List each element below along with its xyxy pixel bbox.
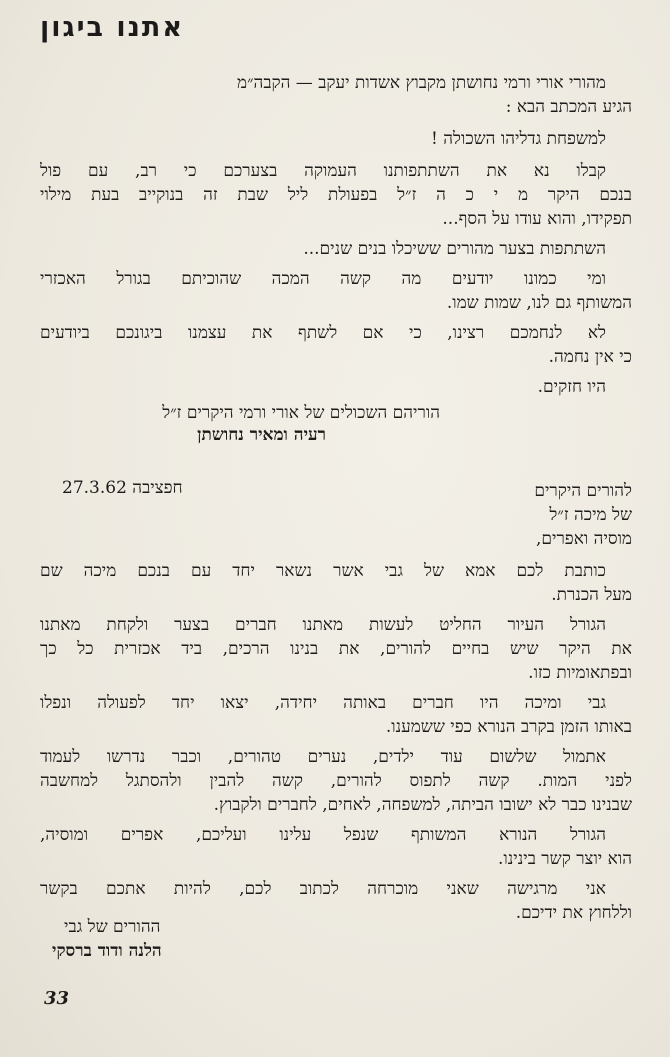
paragraph-line: באותו הזמן בקרב הנורא כפי ששמענו.: [385, 717, 632, 737]
paragraph-line: וללחוץ את ידיכם.: [515, 903, 632, 923]
letter-date: חפציבה 27.3.62: [62, 478, 183, 498]
page-heading: אתנו ביגון: [40, 12, 185, 43]
address-line-1: להורים היקרים: [534, 481, 632, 501]
paragraph-line: תפקידו, והוא עודו על הסף...: [442, 209, 632, 229]
intro-line-2: הגיע המכתב הבא :: [505, 97, 632, 117]
paragraph-line: הגורל העיור החליט לעשות מאתנו חברים בצער ולקחת מאתנו: [40, 615, 606, 635]
signature-line: ההורים של גבי: [64, 917, 161, 937]
paragraph-line: כי אין נחמה.: [548, 347, 632, 367]
paragraph-line: גבי ומיכה היו חברים באותה יחידה, יצאו יחד לפעולה ונפלו: [40, 693, 606, 713]
paragraph-line: שבנינו כבר לא ישובו הביתה, למשפחה, לאחים, לחברים ולקבוץ.: [213, 795, 632, 815]
paragraph-line: הוא יוצר קשר בינינו.: [497, 849, 632, 869]
salutation: למשפחת גדליהו השכולה !: [431, 129, 606, 149]
address-line-2: של מיכה ז״ל: [549, 505, 632, 525]
signature-names: רעיה ומאיר נחושתן: [197, 425, 326, 445]
paragraph-line: המשותף גם לנו, שמות שמו.: [446, 293, 632, 313]
paragraph-line: כותבת לכם אמא של גבי אשר נשאר יחד עם בנכם מיכה שם: [40, 561, 606, 581]
intro-line-1: מהורי אורי ורמי נחושתן מקבוץ אשדות יעקב — הקבה״מ: [237, 73, 606, 93]
paragraph-line: אני מרגישה שאני מוכרחה לכתוב לכם, להיות אתכם בקשר: [40, 879, 606, 899]
paragraph-line: בנכם היקר מ י כ ה ז״ל בפעולת ליל שבת זה בנוקייב בעת מילוי: [40, 185, 632, 205]
paragraph-line: אתמול שלשום עוד ילדים, נערים טהורים, וכבר נדרשו לעמוד: [40, 747, 606, 767]
paragraph-line: לפני המות. קשה לתפוס להורים, קשה להבין ולהסתגל למחשבה: [40, 771, 632, 791]
paragraph-line: מעל הכנרת.: [551, 585, 632, 605]
page-number: 33: [44, 988, 70, 1009]
paragraph-line: את היקר שיש בחיים להורים, את בנינו הרכים, ביד אכזרית כל כך: [40, 639, 632, 659]
closing: היו חזקים.: [537, 377, 606, 397]
paragraph-line: השתתפות בצער מהורים ששיכלו בנים שנים...: [303, 239, 606, 259]
paragraph-line: הגורל הנורא המשותף שנפל עלינו ועליכם, אפרים ומוסיה,: [40, 825, 606, 845]
paragraph-line: ומי כמונו יודעים מה קשה המכה שהוכיתם בגורל האכזרי: [40, 269, 606, 289]
paragraph-line: לא לנחמכם רצינו, כי אם לשתף את עצמנו ביגונכם ביודעים: [40, 323, 606, 343]
signature-names: הלנה ודוד ברסקי: [52, 941, 162, 961]
address-line-3: מוסיה ואפרים,: [535, 529, 632, 549]
signature-line: הוריהם השכולים של אורי ורמי היקרים ז״ל: [162, 403, 440, 423]
paragraph-line: ובפתאומיות כזו.: [528, 663, 632, 683]
paragraph-line: קבלו נא את השתתפותנו העמוקה בצערכם כי רב, עם פול: [40, 161, 606, 181]
